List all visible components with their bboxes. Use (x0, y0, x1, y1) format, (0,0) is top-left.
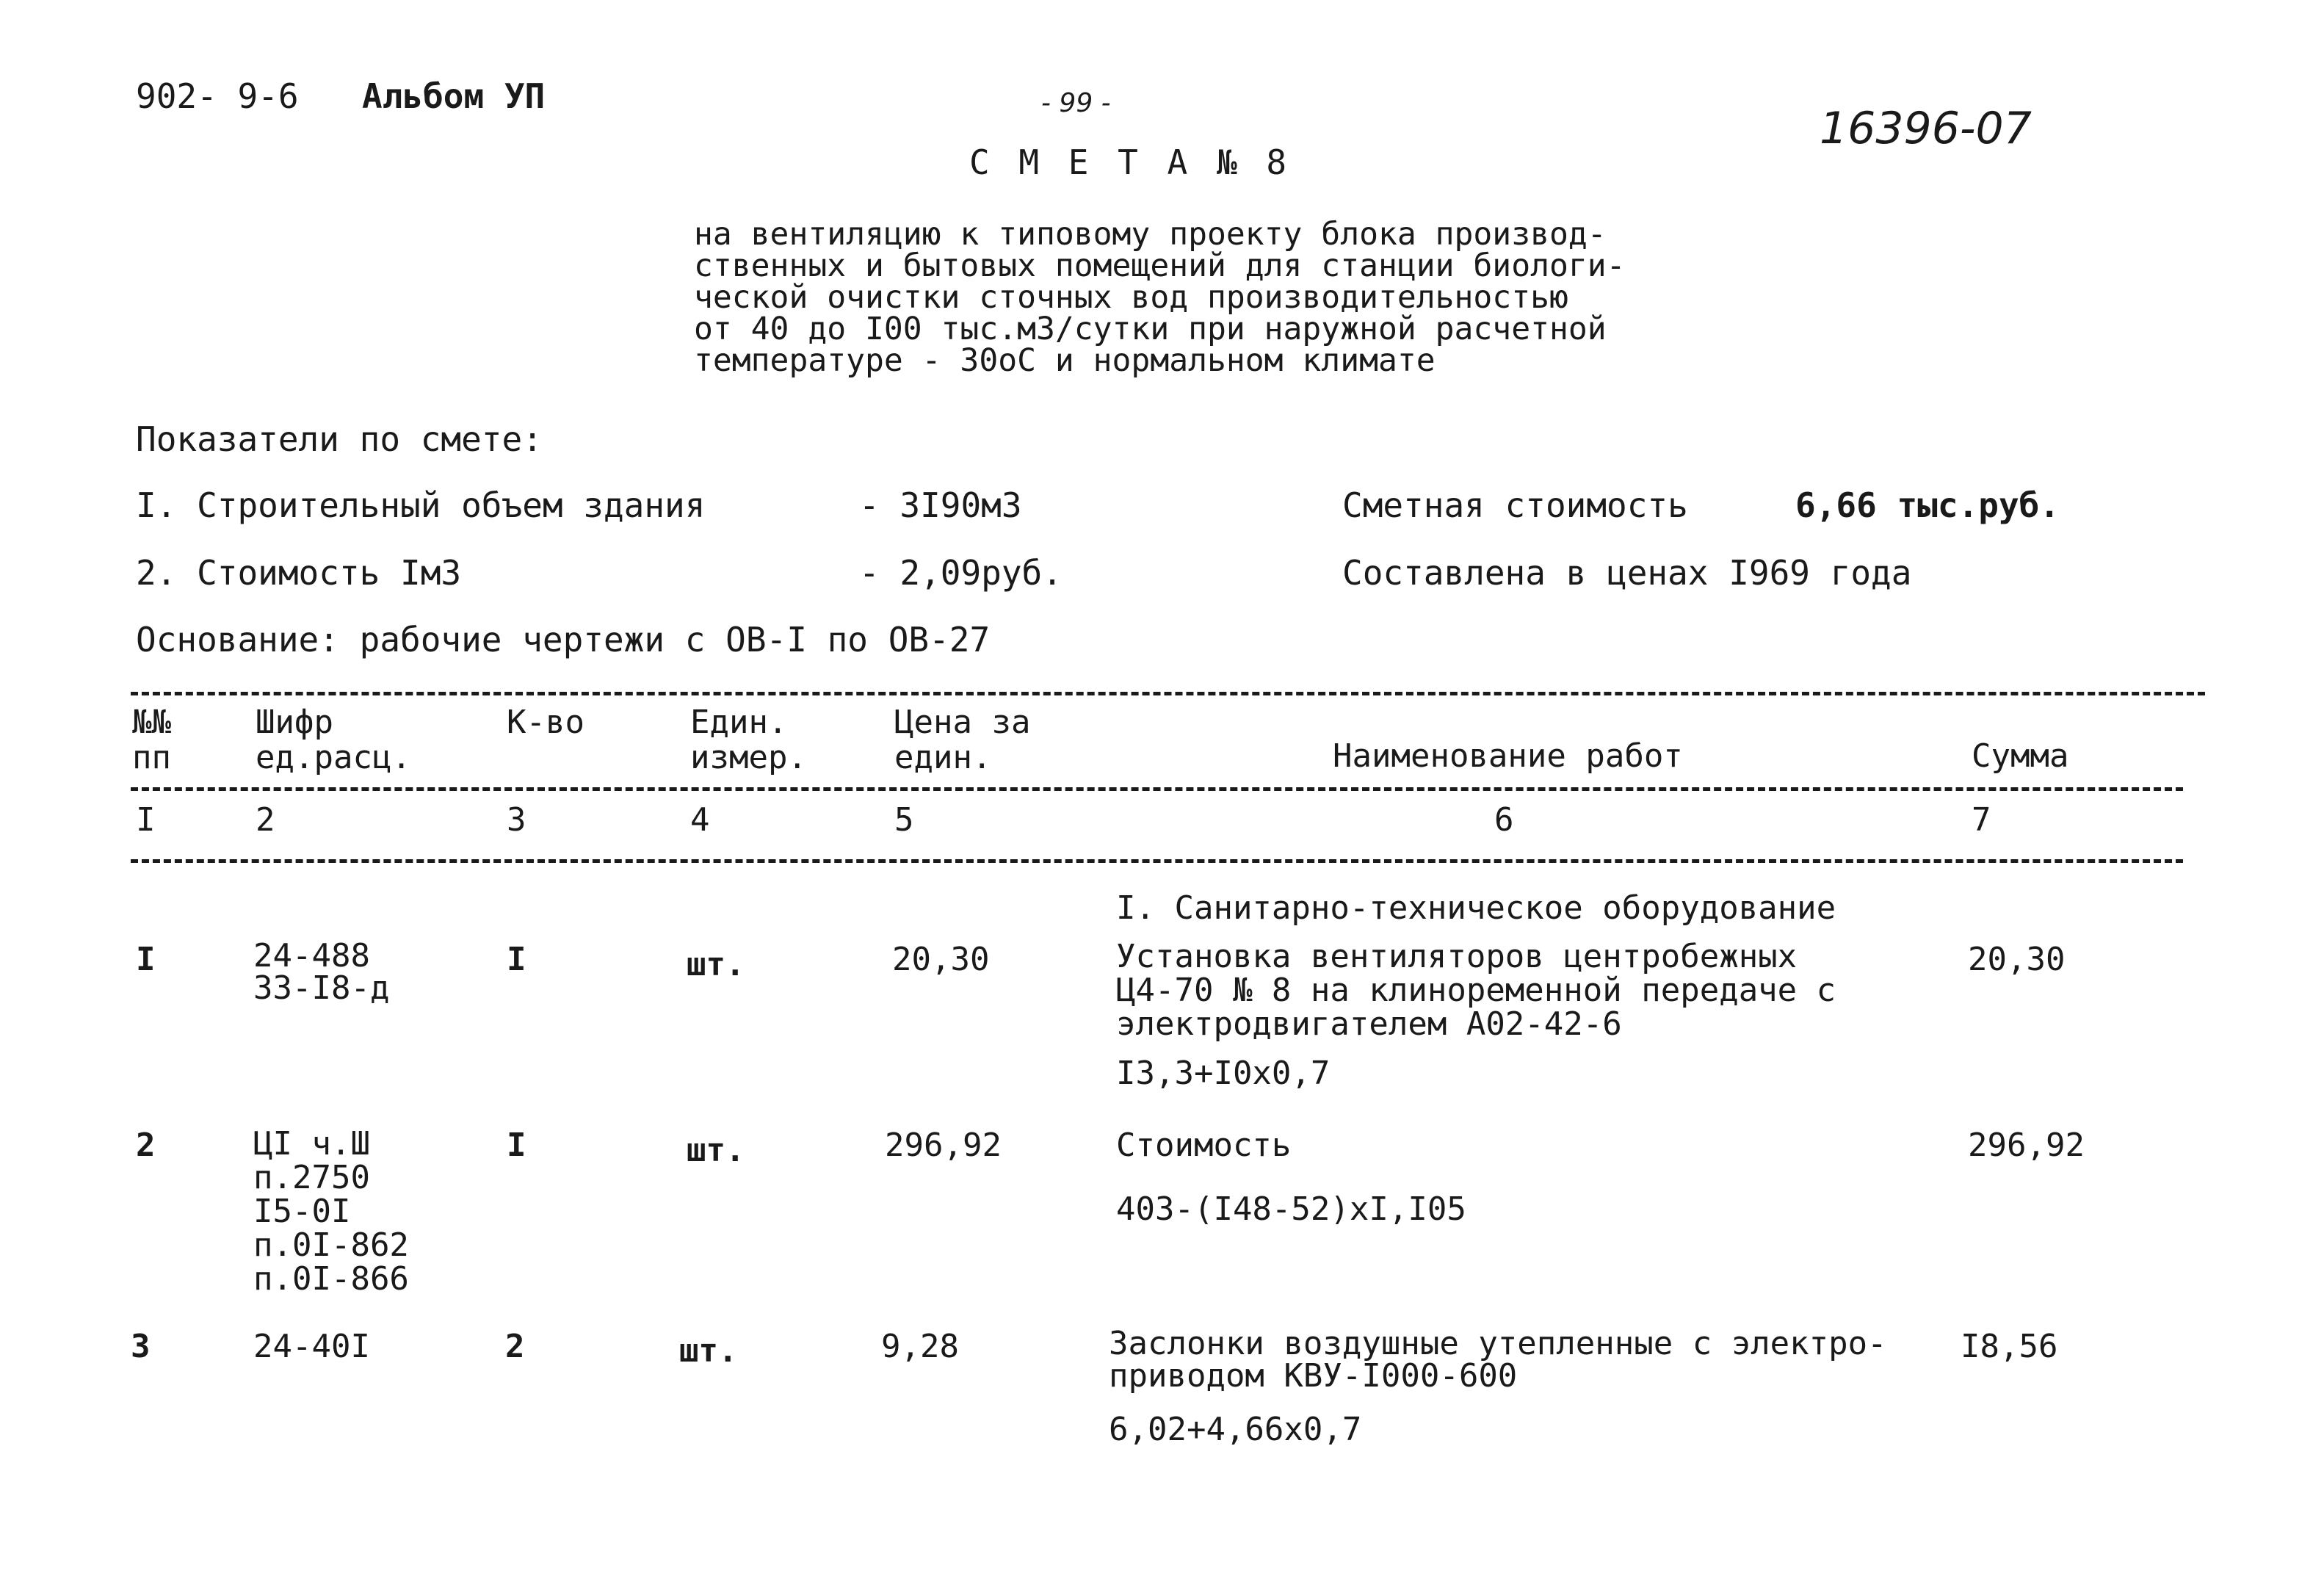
table-colnum-rule (131, 859, 2183, 863)
subtitle-line: температуре - 30оС и нормальном климате (694, 342, 1436, 379)
album-code: 902- 9-6 (136, 76, 299, 116)
col-number: 3 (507, 801, 526, 839)
row-calc: 403-(I48-52)xI,I05 (1116, 1190, 1466, 1228)
subtitle-line: от 40 до I00 тыс.м3/сутки при наружной расчетной (694, 311, 1607, 347)
col-number: 2 (256, 801, 275, 839)
row-qty: I (507, 941, 526, 978)
table-top-rule (131, 692, 2205, 695)
basis-note: Основание: рабочие чертежи с ОВ-I по ОВ-27 (136, 620, 991, 659)
prices-year-note: Составлена в ценах I969 года (1342, 553, 1912, 593)
indicator-unit-cost-label: 2. Стоимость Iм3 (136, 553, 462, 593)
indicator-volume-label: I. Строительный объем здания (136, 485, 706, 525)
row-code: 24-488 33-I8-д (253, 937, 390, 1007)
col-number: 6 (1494, 801, 1514, 839)
subtitle-line: ческой очистки сточных вод производительностью (694, 279, 1568, 316)
row-price: 20,30 (892, 941, 990, 978)
row-num: 2 (136, 1127, 156, 1164)
row-unit: шт. (679, 1332, 738, 1370)
subtitle-line: ственных и бытовых помещений для станции биологи- (694, 247, 1626, 284)
estimate-title: С М Е Т А № 8 (969, 142, 1292, 182)
row-num: I (136, 941, 156, 978)
row-unit: шт. (687, 1132, 745, 1169)
row-calc: 6,02+4,66x0,7 (1109, 1411, 1362, 1448)
header-price: Цена за един. (894, 704, 1031, 776)
header-name: Наименование работ (1333, 737, 1683, 775)
row-calc: I3,3+I0x0,7 (1116, 1055, 1331, 1092)
header-qty: К-во (507, 704, 584, 741)
row-name: Стоимость (1116, 1127, 1292, 1164)
col-number: I (136, 801, 156, 839)
header-num: №№ пп (132, 704, 171, 776)
indicator-volume-value: - 3I90м3 (859, 485, 1022, 525)
row-num: 3 (131, 1328, 151, 1365)
row-name: Установка вентиляторов центробежных Ц4-70 № 8 на клиноременной передаче с электродвигателем А02-42-6 (1116, 938, 1836, 1043)
indicator-unit-cost-value: - 2,09руб. (859, 553, 1063, 593)
estimated-cost-value: 6,66 тыс.руб. (1795, 485, 2060, 525)
col-number: 4 (690, 801, 710, 839)
row-sum: 296,92 (1968, 1127, 2085, 1164)
estimate-subtitle (694, 216, 1626, 379)
row-code: 24-40I (253, 1328, 370, 1365)
estimated-cost-label: Сметная стоимость (1342, 485, 1688, 525)
row-sum: 20,30 (1968, 941, 2066, 978)
row-price: 296,92 (885, 1127, 1002, 1164)
page-number: - 99 - (1041, 88, 1111, 118)
row-code: ЦI ч.Ш п.2750 I5-0I п.0I-862 п.0I-866 (253, 1125, 409, 1298)
row-qty: 2 (505, 1328, 525, 1365)
header-unit: Един. измер. (690, 704, 807, 776)
section-title: I. Санитарно-техническое оборудование (1116, 889, 1836, 927)
row-qty: I (507, 1127, 526, 1164)
indicators-heading: Показатели по смете: (136, 419, 543, 459)
table-header-rule (131, 787, 2183, 791)
header-code: Шифр ед.расц. (256, 704, 411, 776)
col-number: 7 (1972, 801, 1991, 839)
header-sum: Сумма (1972, 737, 2069, 775)
row-name: Заслонки воздушные утепленные с электро- приводом КВУ-I000-600 (1109, 1325, 1887, 1395)
row-price: 9,28 (881, 1328, 959, 1365)
col-number: 5 (894, 801, 914, 839)
stamp-number: 16396-07 (1820, 103, 2032, 154)
row-unit: шт. (687, 946, 745, 983)
album-name: Альбом УП (362, 76, 546, 116)
row-sum: I8,56 (1961, 1328, 2058, 1365)
subtitle-line: на вентиляцию к типовому проекту блока производ- (694, 216, 1607, 253)
